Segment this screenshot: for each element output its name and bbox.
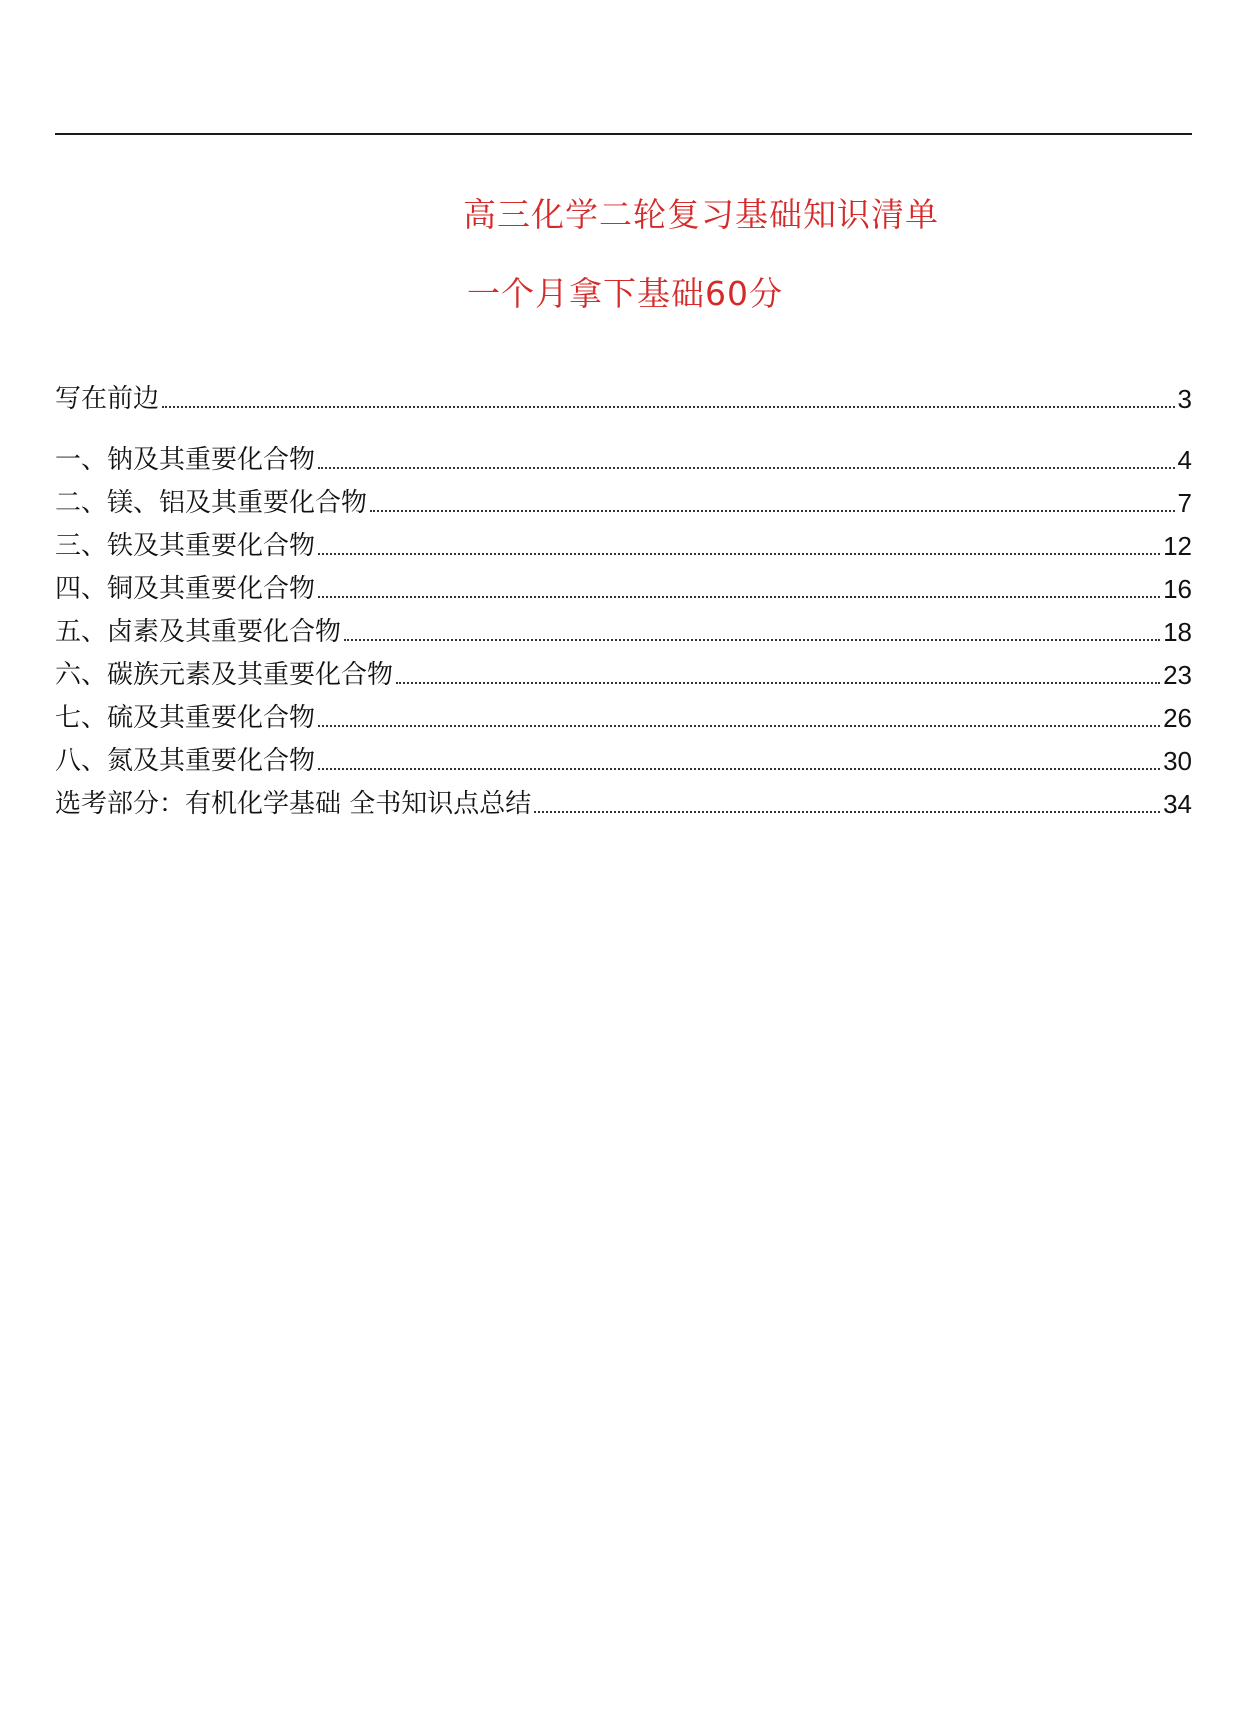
- toc-entry-label: 七、硫及其重要化合物: [55, 703, 316, 733]
- dot-leader: [318, 596, 1160, 598]
- toc-entry-label: 选考部分：有机化学基础 全书知识点总结: [55, 789, 532, 819]
- toc-page-number: 26: [1163, 703, 1192, 733]
- toc-entry-sulfur[interactable]: [55, 692, 1192, 735]
- toc-page-number: 16: [1163, 574, 1192, 604]
- toc-entry-label: 三、铁及其重要化合物: [55, 531, 316, 561]
- toc-entry-halogen[interactable]: [55, 606, 1192, 649]
- toc-entry-label: 一、钠及其重要化合物: [55, 445, 316, 475]
- dot-leader: [318, 467, 1175, 469]
- toc-page-number: 23: [1163, 660, 1192, 690]
- toc-entry-label: 写在前边: [55, 384, 160, 414]
- document-subtitle: 一个月拿下基础60分: [467, 274, 783, 313]
- document-title: 高三化学二轮复习基础知识清单: [463, 195, 939, 234]
- toc-page-number: 4: [1177, 445, 1192, 475]
- toc-page-number: 12: [1163, 531, 1192, 561]
- dot-leader: [370, 510, 1175, 512]
- dot-leader: [396, 682, 1160, 684]
- toc-page-number: 34: [1163, 789, 1192, 819]
- toc-entry-copper[interactable]: [55, 563, 1192, 606]
- toc-entry-preface[interactable]: [55, 370, 1192, 416]
- table-of-contents: [55, 370, 1192, 821]
- toc-entry-label: 八、氮及其重要化合物: [55, 746, 316, 776]
- dot-leader: [162, 406, 1175, 408]
- dot-leader: [318, 768, 1160, 770]
- toc-page-number: 3: [1177, 384, 1192, 414]
- toc-entry-nitrogen[interactable]: [55, 735, 1192, 778]
- header-rule: [55, 133, 1192, 135]
- toc-entry-magnesium-aluminum[interactable]: [55, 477, 1192, 520]
- toc-entry-carbon-group[interactable]: [55, 649, 1192, 692]
- toc-entry-organic-chemistry[interactable]: [55, 778, 1192, 821]
- toc-entry-iron[interactable]: [55, 520, 1192, 563]
- dot-leader: [344, 639, 1160, 641]
- toc-entry-label: 五、卤素及其重要化合物: [55, 617, 342, 647]
- toc-page-number: 7: [1177, 488, 1192, 518]
- toc-entry-label: 二、镁、铝及其重要化合物: [55, 488, 368, 518]
- toc-entry-label: 六、碳族元素及其重要化合物: [55, 660, 394, 690]
- dot-leader: [318, 725, 1160, 727]
- toc-page-number: 30: [1163, 746, 1192, 776]
- dot-leader: [318, 553, 1160, 555]
- toc-page-number: 18: [1163, 617, 1192, 647]
- toc-entry-sodium[interactable]: [55, 434, 1192, 477]
- toc-entry-label: 四、铜及其重要化合物: [55, 574, 316, 604]
- dot-leader: [534, 811, 1160, 813]
